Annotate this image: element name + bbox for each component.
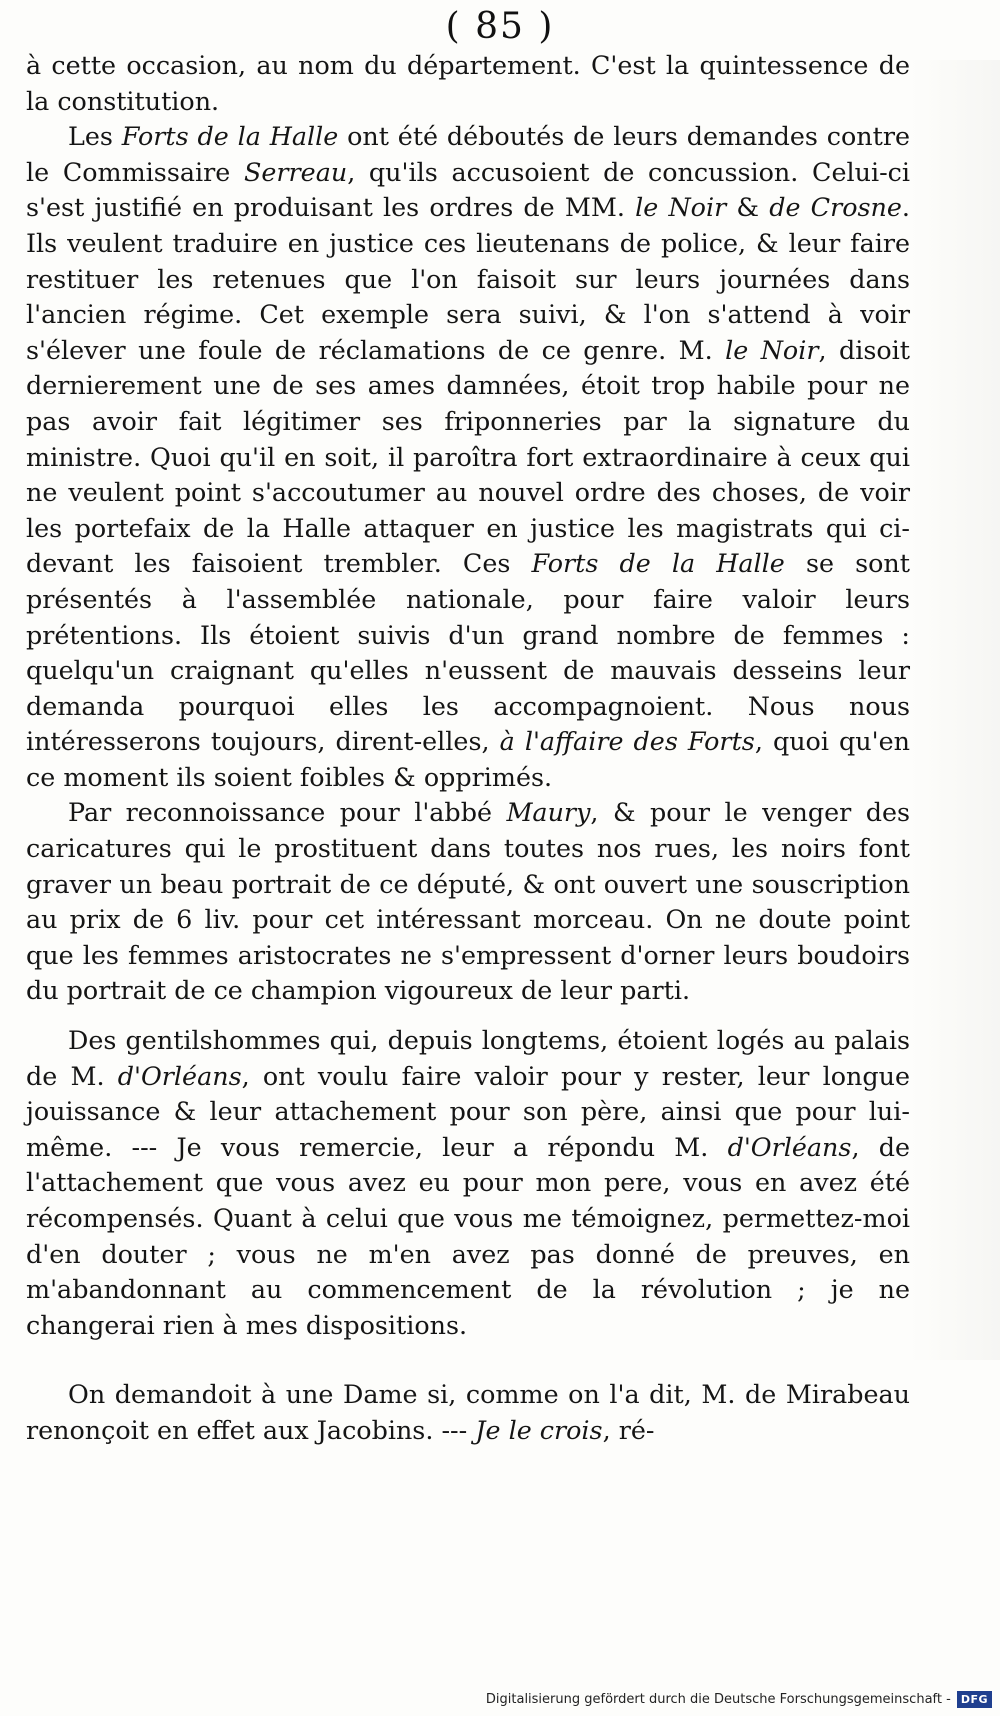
italic-text: Forts de la Halle xyxy=(531,548,785,579)
text-run: Les xyxy=(68,121,122,152)
italic-text: Serreau xyxy=(243,156,348,187)
digitization-footer xyxy=(486,1691,992,1708)
italic-text: Je le crois xyxy=(475,1414,603,1445)
text-run: Des gentilshommes qui, depuis longtems, étoient logés au palais de M. xyxy=(26,1025,910,1091)
paragraph xyxy=(26,48,910,119)
text-run: On demandoit à une Dame si, comme on l'a dit, M. de Mirabeau renonçoit en effet aux Jacobins. --- xyxy=(26,1379,910,1445)
dfg-logo: DFG xyxy=(957,1691,992,1708)
text-run: , ré- xyxy=(602,1414,655,1445)
text-run: , quoi qu'en ce moment ils soient foibles & opprimés. xyxy=(26,726,910,792)
italic-text: Maury xyxy=(506,797,591,828)
body-text xyxy=(26,48,910,1449)
text-run: Par reconnoissance pour l'abbé xyxy=(68,797,507,828)
text-run: à cette occasion, au nom du département. C'est la quintessence de la constitution. xyxy=(26,50,910,116)
footer-text: Digitalisierung gefördert durch die Deutsche Forschungsgemeinschaft - xyxy=(485,1692,951,1707)
paragraph xyxy=(26,1023,910,1343)
italic-text: le Noir xyxy=(635,192,727,223)
text-run: , ont voulu faire valoir pour y rester, leur longue jouissance & leur attachement pour son père, ainsi que pour lui-même. --- Je vous remercie, leur a répondu M. xyxy=(26,1060,910,1162)
paragraph xyxy=(26,119,910,795)
text-run: , de l'attachement que vous avez eu pour mon pere, vous en avez été récompensés. Quant à celui que vous me témoignez, permettez-moi d'en douter ; vous ne m'en avez pas donné de preuves, en m'abandonnant au commencement de la révolution ; je ne changerai rien à mes dispositions. xyxy=(26,1131,911,1340)
italic-text: de Crosne xyxy=(769,192,902,223)
page-edge-shading xyxy=(910,60,1000,1360)
italic-text: le Noir xyxy=(725,334,819,365)
italic-text: d'Orléans xyxy=(727,1131,852,1162)
paragraph xyxy=(26,795,910,1009)
text-run: ont été déboutés de leurs demandes contre le Commissaire xyxy=(26,121,910,187)
italic-text: à l'affaire des Forts xyxy=(499,726,755,757)
paragraph xyxy=(26,1377,910,1448)
text-run: & xyxy=(726,192,770,223)
text-run: se sont présentés à l'assemblée nationale, pour faire valoir leurs prétentions. Ils étoient suivis d'un grand nombre de femmes : quelqu'un craignant qu'elles n'eussent de mauvais desseins leur demanda pourquoi elles les accompagnoient. Nous nous intéresserons toujours, dirent-elles, xyxy=(26,548,910,757)
italic-text: d'Orléans xyxy=(117,1060,242,1091)
page-number: ( 85 ) xyxy=(445,6,555,47)
text-run: , & pour le venger des caricatures qui le prostituent dans toutes nos rues, les noirs font graver un beau portrait de ce député, & ont ouvert une souscription au prix de 6 liv. pour cet intéressant morceau. On ne doute point que les femmes aristocrates ne s'empressent d'orner leurs boudoirs du portrait de ce champion vigoureux de leur parti. xyxy=(26,797,911,1006)
text-run: , disoit dernierement une de ses ames damnées, étoit trop habile pour ne pas avoir fait légitimer ses friponneries par la signature du ministre. Quoi qu'il en soit, il paroîtra fort extraordinaire à ceux qui ne veulent point s'accoutumer au nouvel ordre des choses, de voir les portefaix de la Halle attaquer en justice les magistrats qui ci-devant les faisoient trembler. Ces xyxy=(26,334,910,579)
italic-text: Forts de la Halle xyxy=(121,121,339,152)
text-run: , qu'ils accusoient de concussion. Celui-ci s'est justifié en produisant les ordres de MM. xyxy=(26,156,910,223)
text-run: . Ils veulent traduire en justice ces lieutenans de police, & leur faire restituer les retenues que l'on faisoit sur leurs journées dans l'ancien régime. Cet exemple sera suivi, & l'on s'attend à voir s'élever une foule de réclamations de ce genre. M. xyxy=(26,192,910,365)
